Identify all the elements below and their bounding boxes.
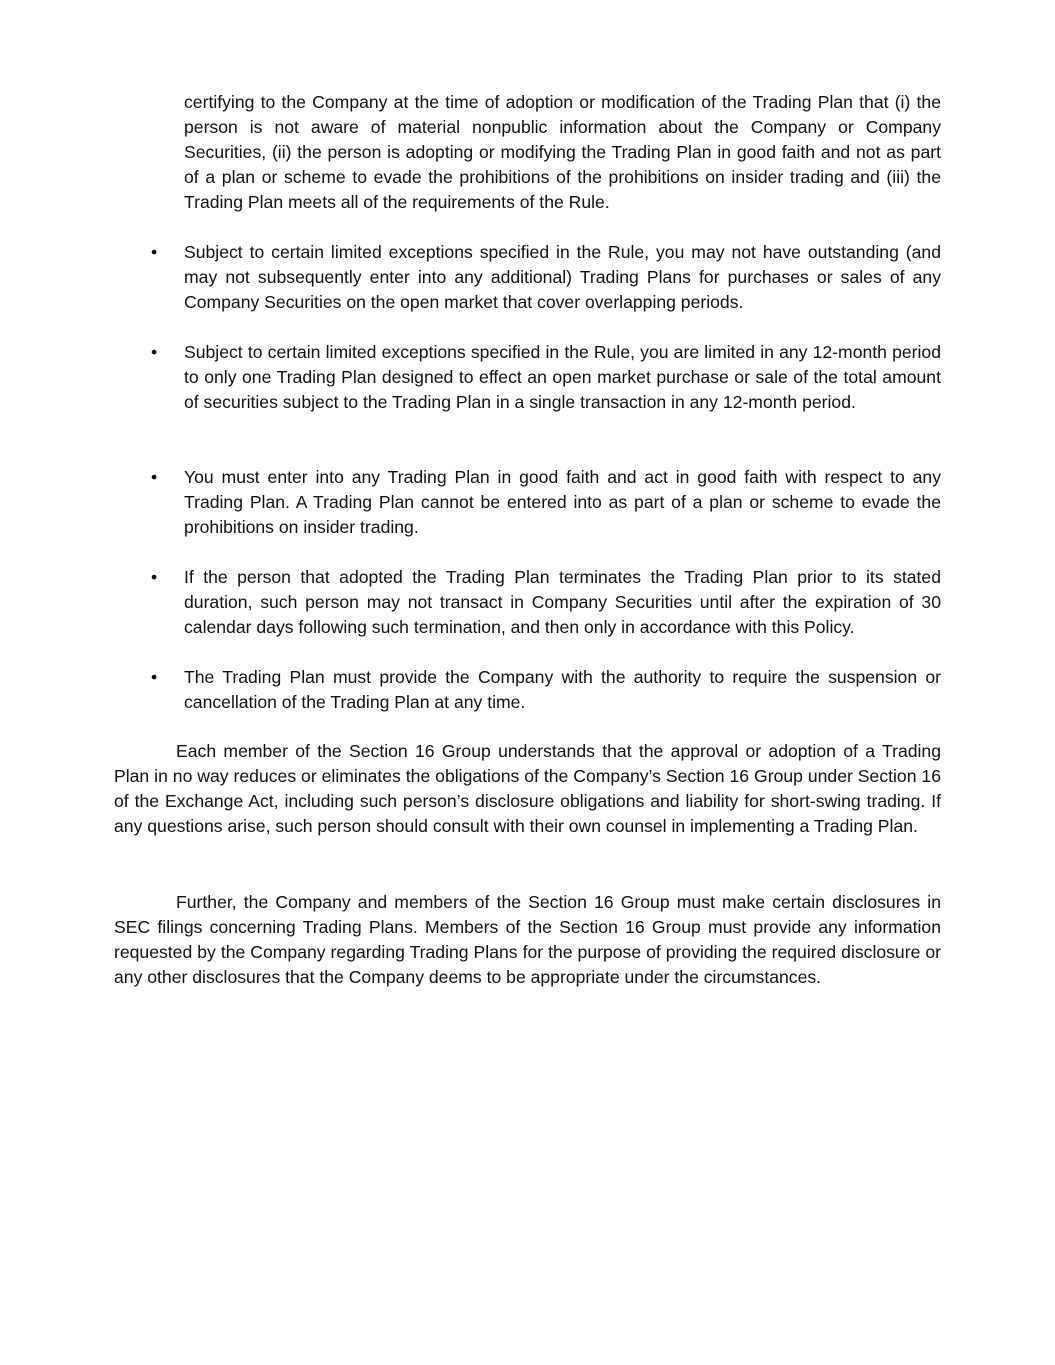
bullet-icon: • <box>151 467 158 487</box>
bullet-text: The Trading Plan must provide the Company with the authority to require the suspension or cancellation of the Trading Plan at any time. <box>184 667 941 712</box>
bullet-icon: • <box>151 242 158 262</box>
continuation-paragraph: certifying to the Company at the time of adoption or modification of the Trading Plan that (i) the person is not aware of material nonpublic information about the Company or Company Securities, (ii) the person is adopting or modifying the Trading Plan in good faith and not as part of a plan or scheme to evade the prohibitions of the prohibitions on insider trading and (iii) the Trading Plan meets all of the requirements of the Rule. <box>184 92 941 212</box>
section16-obligations-paragraph: Each member of the Section 16 Group understands that the approval or adoption of a Trading Plan in no way reduces or eliminates the obligations of the Company’s Section 16 Group under Section 16 of the Exchange Act, including such person’s disclosure obligations and liability for short-swing trading. If any questions arise, such person should consult with their own counsel in implementing a Trading Plan. <box>114 741 941 836</box>
bullet-icon: • <box>151 667 158 687</box>
bullet-text: Subject to certain limited exceptions specified in the Rule, you are limited in any 12-month period to only one Trading Plan designed to effect an open market purchase or sale of the total amount of securities subject to the Trading Plan in a single transaction in any 12-month period. <box>184 342 941 412</box>
bullet-text: You must enter into any Trading Plan in good faith and act in good faith with respect to any Trading Plan. A Trading Plan cannot be entered into as part of a plan or scheme to evade the prohibitions on insider trading. <box>184 467 941 537</box>
bullet-icon: • <box>151 342 158 362</box>
bullet-text: If the person that adopted the Trading Plan terminates the Trading Plan prior to its stated duration, such person may not transact in Company Securities until after the expiration of 30 calendar days following such termination, and then only in accordance with this Policy. <box>184 567 941 637</box>
bullet-icon: • <box>151 567 158 587</box>
sec-disclosure-paragraph: Further, the Company and members of the Section 16 Group must make certain disclosures in SEC filings concerning Trading Plans. Members of the Section 16 Group must provide any information requested by the Company regarding Trading Plans for the purpose of providing the required disclosure or any other disclosures that the Company deems to be appropriate under the circumstances. <box>114 892 941 987</box>
bullet-text: Subject to certain limited exceptions specified in the Rule, you may not have outstanding (and may not subsequently enter into any additional) Trading Plans for purchases or sales of any Company Securities on the open market that cover overlapping periods. <box>184 242 941 312</box>
